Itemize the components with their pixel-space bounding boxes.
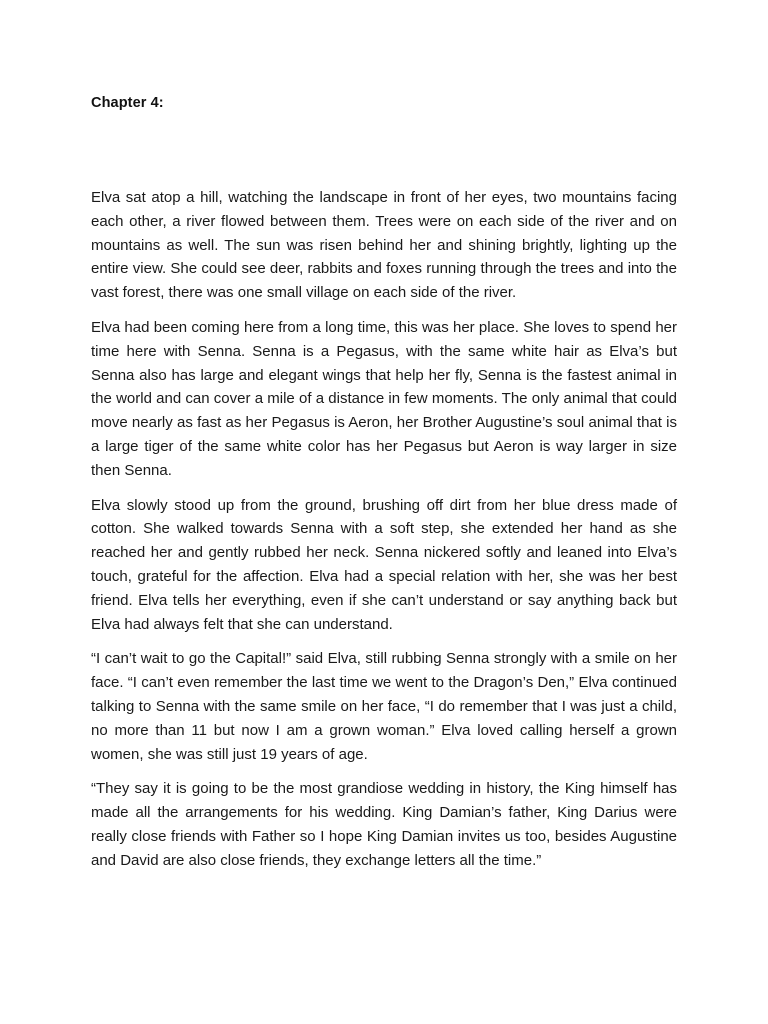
paragraph-2: Elva had been coming here from a long time, this was her place. She loves to spend her time here with Senna. Senna is a Pegasus, with the same white hair as Elva’s but Senna also has large and elegant wings that help her fly, Senna is the fastest animal in the world and can cover a mile of a distance in few moments. The only animal that could move nearly as fast as her Pegasus is Aeron, her Brother Augustine’s soul animal that is a large tiger of the same white color has her Pegasus but Aeron is way larger in size then Senna. xyxy=(91,318,677,479)
paragraph-4: “I can’t wait to go the Capital!” said Elva, still rubbing Senna strongly with a smile on her face. “I can’t even remember the last time we went to the Dragon’s Den,” Elva continued talking to Senna with the same smile on her face, “I do remember that I was just a child, no more than 11 but now I am a grown woman.” Elva loved calling herself a grown women, she was still just 19 years of age. xyxy=(91,650,677,763)
chapter-body xyxy=(91,186,677,884)
paragraph-5: “They say it is going to be the most grandiose wedding in history, the King himself has made all the arrangements for his wedding. King Damian’s father, King Darius were really close friends with Father so I hope King Damian invites us too, besides Augustine and David are also close friends, they exchange letters all the time.” xyxy=(91,780,677,869)
paragraph-3: Elva slowly stood up from the ground, brushing off dirt from her blue dress made of cotton. She walked towards Senna with a soft step, she extended her hand as she reached her and gently rubbed her neck. Senna nickered softly and leaned into Elva’s touch, grateful for the affection. Elva had a special relation with her, she was her best friend. Elva tells her everything, even if she can’t understand or say anything back but Elva had always felt that she can understand. xyxy=(91,496,677,633)
chapter-heading: Chapter 4: xyxy=(91,95,164,111)
paragraph-1: Elva sat atop a hill, watching the landscape in front of her eyes, two mountains facing each other, a river flowed between them. Trees were on each side of the river and on mountains as well. The sun was risen behind her and shining brightly, lighting up the entire view. She could see deer, rabbits and foxes running through the trees and into the vast forest, there was one small village on each side of the river. xyxy=(91,189,677,302)
